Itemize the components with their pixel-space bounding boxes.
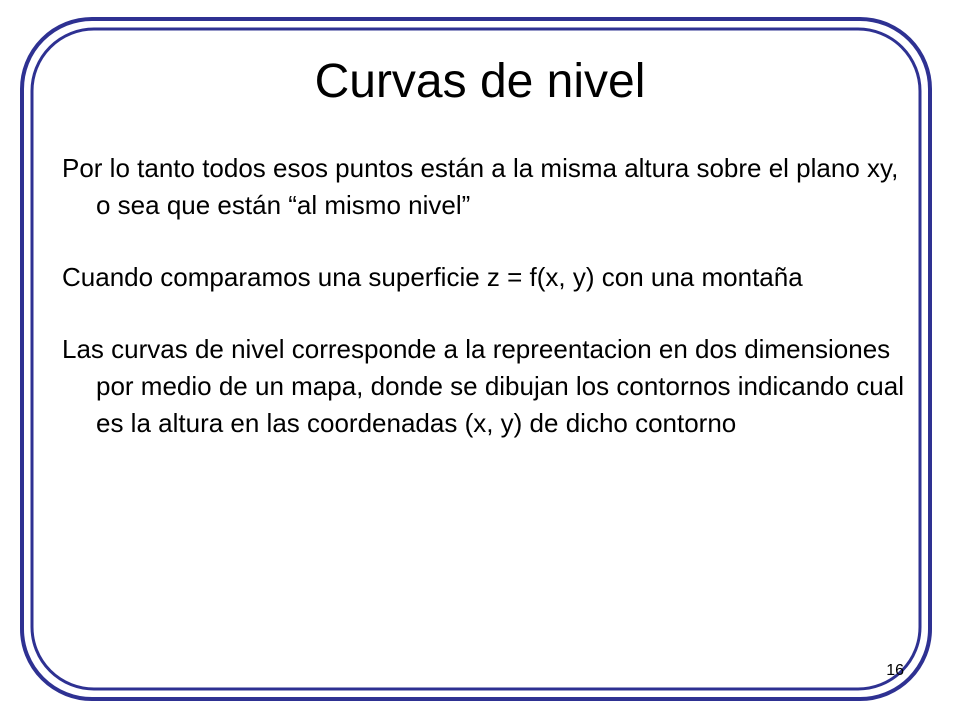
slide-body bbox=[62, 150, 912, 477]
slide-title: Curvas de nivel bbox=[314, 55, 646, 108]
page-number: 16 bbox=[886, 662, 904, 679]
paragraph-same-level: Por lo tanto todos esos puntos están a la misma altura sobre el plano xy, o sea que están “al mismo nivel” bbox=[62, 153, 899, 220]
paragraph-surface-mountain: Cuando comparamos una superficie z = f(x, y) con una montaña bbox=[62, 262, 803, 292]
paragraph-contour-definition: Las curvas de nivel corresponde a la repreentacion en dos dimensiones por medio de un mapa, donde se dibujan los contornos indicando cual es la altura en las coordenadas (x, y) de dicho contorno bbox=[62, 334, 904, 438]
